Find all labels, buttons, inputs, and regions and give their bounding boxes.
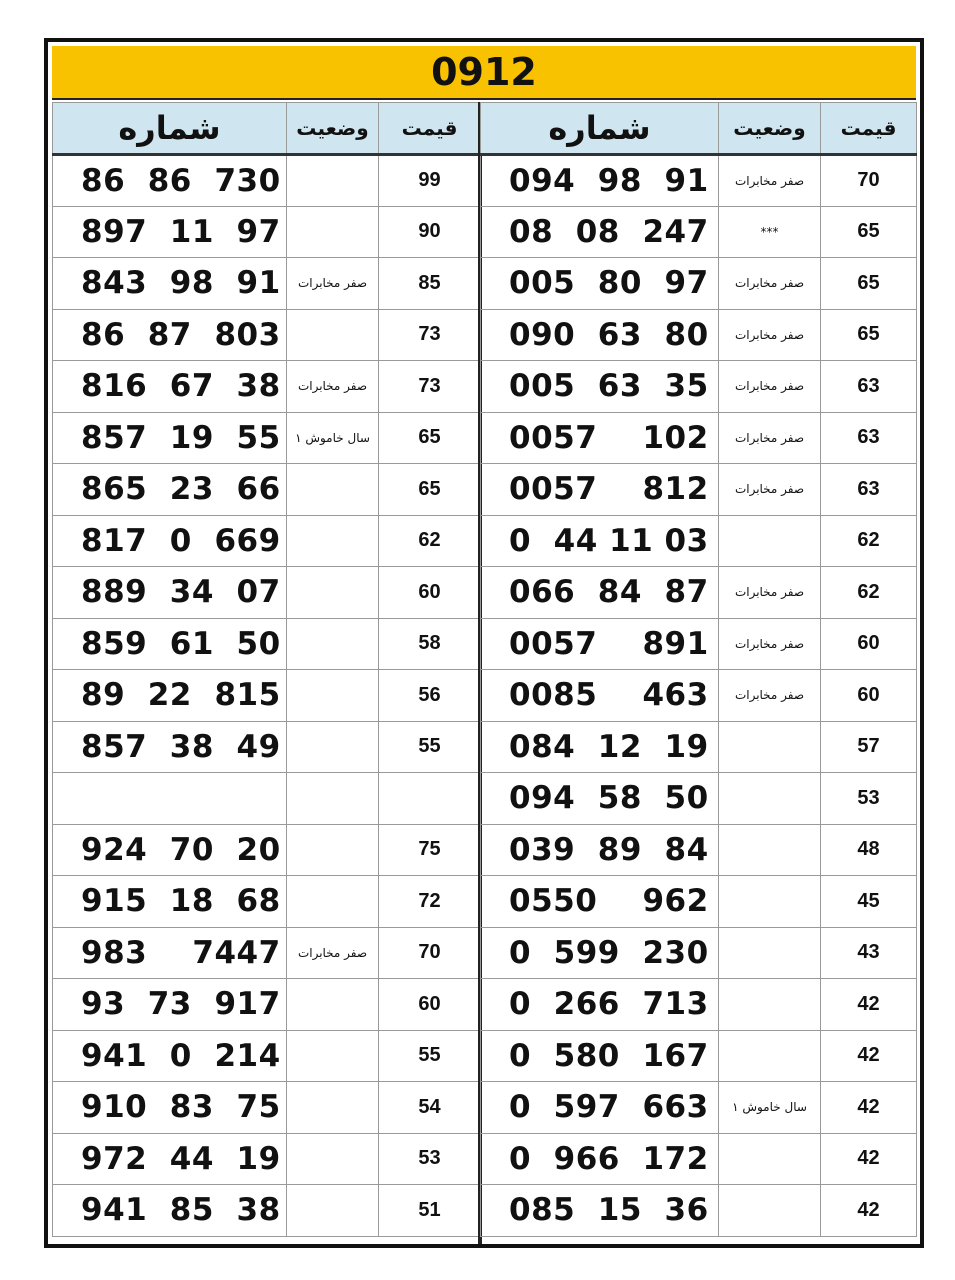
left-status-cell: صفر مخابرات bbox=[287, 258, 379, 310]
left-number-cell: 897 11 97 bbox=[53, 206, 287, 258]
right-table-row bbox=[481, 155, 917, 207]
right-number-cell: 066 84 87 bbox=[481, 567, 719, 619]
left-price-cell: 90 bbox=[379, 206, 481, 258]
right-table-row bbox=[481, 206, 917, 258]
left-price-cell: 75 bbox=[379, 824, 481, 876]
left-number-cell: 857 19 55 bbox=[53, 412, 287, 464]
right-number-cell: 090 63 80 bbox=[481, 309, 719, 361]
left-price-cell: 65 bbox=[379, 464, 481, 516]
left-price-cell: 85 bbox=[379, 258, 481, 310]
right-status-cell: صفر مخابرات bbox=[719, 361, 821, 413]
left-number-cell: 910 83 75 bbox=[53, 1082, 287, 1134]
right-status-cell bbox=[719, 1133, 821, 1185]
right-price-cell: 63 bbox=[821, 464, 917, 516]
right-number-cell: 0057 812 bbox=[481, 464, 719, 516]
right-table-row bbox=[481, 618, 917, 670]
left-price-header: قیمت bbox=[379, 103, 481, 155]
right-status-header: وضعیت bbox=[719, 103, 821, 155]
left-status-cell bbox=[287, 773, 379, 825]
left-number-cell: 915 18 68 bbox=[53, 876, 287, 928]
left-price-cell: 73 bbox=[379, 309, 481, 361]
left-price-cell: 55 bbox=[379, 1030, 481, 1082]
right-status-cell bbox=[719, 927, 821, 979]
prefix-banner bbox=[52, 46, 916, 100]
right-table-row bbox=[481, 1082, 917, 1134]
left-price-cell: 72 bbox=[379, 876, 481, 928]
right-price-cell: 65 bbox=[821, 309, 917, 361]
right-status-cell bbox=[719, 1185, 821, 1237]
right-price-header: قیمت bbox=[821, 103, 917, 155]
right-table-row bbox=[481, 670, 917, 722]
right-status-cell: صفر مخابرات bbox=[719, 567, 821, 619]
left-table-row bbox=[53, 361, 481, 413]
left-table-row bbox=[53, 927, 481, 979]
left-table-row bbox=[53, 721, 481, 773]
left-status-cell bbox=[287, 309, 379, 361]
left-number-cell: 89 22 815 bbox=[53, 670, 287, 722]
left-status-cell bbox=[287, 1030, 379, 1082]
left-table-row bbox=[53, 155, 481, 207]
right-price-cell: 43 bbox=[821, 927, 917, 979]
left-number-cell: 817 0 669 bbox=[53, 515, 287, 567]
left-price-cell: 55 bbox=[379, 721, 481, 773]
right-status-cell bbox=[719, 979, 821, 1031]
left-number-cell: 972 44 19 bbox=[53, 1133, 287, 1185]
left-number-cell: 86 87 803 bbox=[53, 309, 287, 361]
right-number-cell: 0 599 230 bbox=[481, 927, 719, 979]
left-number-cell: 843 98 91 bbox=[53, 258, 287, 310]
right-number-cell: 039 89 84 bbox=[481, 824, 719, 876]
left-table-row bbox=[53, 309, 481, 361]
right-table-row bbox=[481, 1185, 917, 1237]
right-status-cell bbox=[719, 1030, 821, 1082]
right-status-cell bbox=[719, 515, 821, 567]
price-list-sheet bbox=[44, 38, 924, 1248]
left-price-cell bbox=[379, 773, 481, 825]
left-number-cell: 865 23 66 bbox=[53, 464, 287, 516]
left-table-row bbox=[53, 1030, 481, 1082]
right-number-cell: 0550 962 bbox=[481, 876, 719, 928]
left-status-cell bbox=[287, 979, 379, 1031]
left-number-cell: 93 73 917 bbox=[53, 979, 287, 1031]
left-price-cell: 51 bbox=[379, 1185, 481, 1237]
right-price-cell: 65 bbox=[821, 258, 917, 310]
right-price-cell: 65 bbox=[821, 206, 917, 258]
right-status-cell: ۱ سال خاموش bbox=[719, 1082, 821, 1134]
left-status-cell: ۱ سال خاموش bbox=[287, 412, 379, 464]
right-price-cell: 45 bbox=[821, 876, 917, 928]
right-status-cell bbox=[719, 721, 821, 773]
left-status-cell bbox=[287, 1082, 379, 1134]
right-status-cell bbox=[719, 876, 821, 928]
right-table-row bbox=[481, 567, 917, 619]
left-price-cell: 53 bbox=[379, 1133, 481, 1185]
right-status-cell: صفر مخابرات bbox=[719, 464, 821, 516]
right-table-row bbox=[481, 1030, 917, 1082]
right-number-cell: 0 44 11 03 bbox=[481, 515, 719, 567]
right-number-cell: 0 580 167 bbox=[481, 1030, 719, 1082]
right-table-row bbox=[481, 464, 917, 516]
left-price-cell: 73 bbox=[379, 361, 481, 413]
left-price-cell: 58 bbox=[379, 618, 481, 670]
right-table-row bbox=[481, 515, 917, 567]
right-price-cell: 57 bbox=[821, 721, 917, 773]
left-status-cell bbox=[287, 206, 379, 258]
right-price-cell: 48 bbox=[821, 824, 917, 876]
left-price-cell: 65 bbox=[379, 412, 481, 464]
left-number-cell: 941 0 214 bbox=[53, 1030, 287, 1082]
right-table-row bbox=[481, 1133, 917, 1185]
left-number-cell: 889 34 07 bbox=[53, 567, 287, 619]
right-price-cell: 70 bbox=[821, 155, 917, 207]
left-header-row bbox=[53, 103, 481, 155]
right-price-cell: 42 bbox=[821, 979, 917, 1031]
left-status-cell bbox=[287, 1185, 379, 1237]
prefix-label: 0912 bbox=[431, 50, 537, 94]
right-number-cell: 0057 102 bbox=[481, 412, 719, 464]
right-status-cell bbox=[719, 824, 821, 876]
left-table-row bbox=[53, 1082, 481, 1134]
left-price-cell: 70 bbox=[379, 927, 481, 979]
right-price-cell: 53 bbox=[821, 773, 917, 825]
right-number-table bbox=[480, 102, 917, 1237]
left-status-cell bbox=[287, 155, 379, 207]
right-price-cell: 63 bbox=[821, 361, 917, 413]
right-number-cell: 0 966 172 bbox=[481, 1133, 719, 1185]
left-price-cell: 99 bbox=[379, 155, 481, 207]
right-table-row bbox=[481, 824, 917, 876]
right-number-cell: 0057 891 bbox=[481, 618, 719, 670]
right-price-cell: 62 bbox=[821, 567, 917, 619]
left-table-row bbox=[53, 979, 481, 1031]
left-number-cell: 924 70 20 bbox=[53, 824, 287, 876]
right-number-cell: 084 12 19 bbox=[481, 721, 719, 773]
right-table-row bbox=[481, 721, 917, 773]
right-table-row bbox=[481, 876, 917, 928]
left-number-cell: 859 61 50 bbox=[53, 618, 287, 670]
left-table-row bbox=[53, 1185, 481, 1237]
right-table-row bbox=[481, 412, 917, 464]
right-table-row bbox=[481, 258, 917, 310]
right-status-cell: *** bbox=[719, 206, 821, 258]
left-number-header: شماره bbox=[53, 103, 287, 155]
left-table-row bbox=[53, 515, 481, 567]
left-status-cell bbox=[287, 824, 379, 876]
right-status-cell: صفر مخابرات bbox=[719, 670, 821, 722]
right-table-row bbox=[481, 773, 917, 825]
right-number-cell: 005 80 97 bbox=[481, 258, 719, 310]
left-table-row bbox=[53, 773, 481, 825]
right-number-cell: 0 597 663 bbox=[481, 1082, 719, 1134]
left-table-row bbox=[53, 1133, 481, 1185]
right-number-header: شماره bbox=[481, 103, 719, 155]
right-status-cell: صفر مخابرات bbox=[719, 258, 821, 310]
right-number-cell: 094 98 91 bbox=[481, 155, 719, 207]
left-price-cell: 54 bbox=[379, 1082, 481, 1134]
left-table-row bbox=[53, 567, 481, 619]
right-price-cell: 42 bbox=[821, 1030, 917, 1082]
right-price-cell: 63 bbox=[821, 412, 917, 464]
right-price-cell: 42 bbox=[821, 1185, 917, 1237]
left-number-cell: 86 86 730 bbox=[53, 155, 287, 207]
left-price-cell: 60 bbox=[379, 567, 481, 619]
left-number-cell: 941 85 38 bbox=[53, 1185, 287, 1237]
right-number-cell: 0 266 713 bbox=[481, 979, 719, 1031]
left-status-cell bbox=[287, 721, 379, 773]
right-status-cell: صفر مخابرات bbox=[719, 618, 821, 670]
right-table-row bbox=[481, 361, 917, 413]
right-status-cell: صفر مخابرات bbox=[719, 309, 821, 361]
left-number-cell: 816 67 38 bbox=[53, 361, 287, 413]
left-table-row bbox=[53, 876, 481, 928]
left-status-cell: صفر مخابرات bbox=[287, 361, 379, 413]
right-price-cell: 42 bbox=[821, 1133, 917, 1185]
left-status-cell bbox=[287, 464, 379, 516]
right-price-cell: 62 bbox=[821, 515, 917, 567]
left-status-cell bbox=[287, 1133, 379, 1185]
left-number-cell bbox=[53, 773, 287, 825]
left-status-cell: صفر مخابرات bbox=[287, 927, 379, 979]
left-status-header: وضعیت bbox=[287, 103, 379, 155]
left-price-cell: 60 bbox=[379, 979, 481, 1031]
left-status-cell bbox=[287, 618, 379, 670]
right-number-cell: 08 08 247 bbox=[481, 206, 719, 258]
left-number-cell: 983 7447 bbox=[53, 927, 287, 979]
left-number-cell: 857 38 49 bbox=[53, 721, 287, 773]
left-table-row bbox=[53, 670, 481, 722]
left-table-row bbox=[53, 258, 481, 310]
right-header-row bbox=[481, 103, 917, 155]
right-number-cell: 094 58 50 bbox=[481, 773, 719, 825]
left-status-cell bbox=[287, 515, 379, 567]
right-number-cell: 005 63 35 bbox=[481, 361, 719, 413]
right-price-cell: 42 bbox=[821, 1082, 917, 1134]
left-status-cell bbox=[287, 670, 379, 722]
left-table-row bbox=[53, 618, 481, 670]
right-table-row bbox=[481, 309, 917, 361]
left-price-cell: 62 bbox=[379, 515, 481, 567]
right-price-cell: 60 bbox=[821, 618, 917, 670]
left-table-row bbox=[53, 464, 481, 516]
right-status-cell: صفر مخابرات bbox=[719, 412, 821, 464]
left-table-row bbox=[53, 412, 481, 464]
right-status-cell: صفر مخابرات bbox=[719, 155, 821, 207]
right-status-cell bbox=[719, 773, 821, 825]
left-price-cell: 56 bbox=[379, 670, 481, 722]
left-table-row bbox=[53, 206, 481, 258]
left-table-row bbox=[53, 824, 481, 876]
right-number-cell: 0085 463 bbox=[481, 670, 719, 722]
left-status-cell bbox=[287, 876, 379, 928]
right-table-row bbox=[481, 979, 917, 1031]
left-number-table bbox=[52, 102, 481, 1237]
left-status-cell bbox=[287, 567, 379, 619]
right-table-row bbox=[481, 927, 917, 979]
right-number-cell: 085 15 36 bbox=[481, 1185, 719, 1237]
right-price-cell: 60 bbox=[821, 670, 917, 722]
